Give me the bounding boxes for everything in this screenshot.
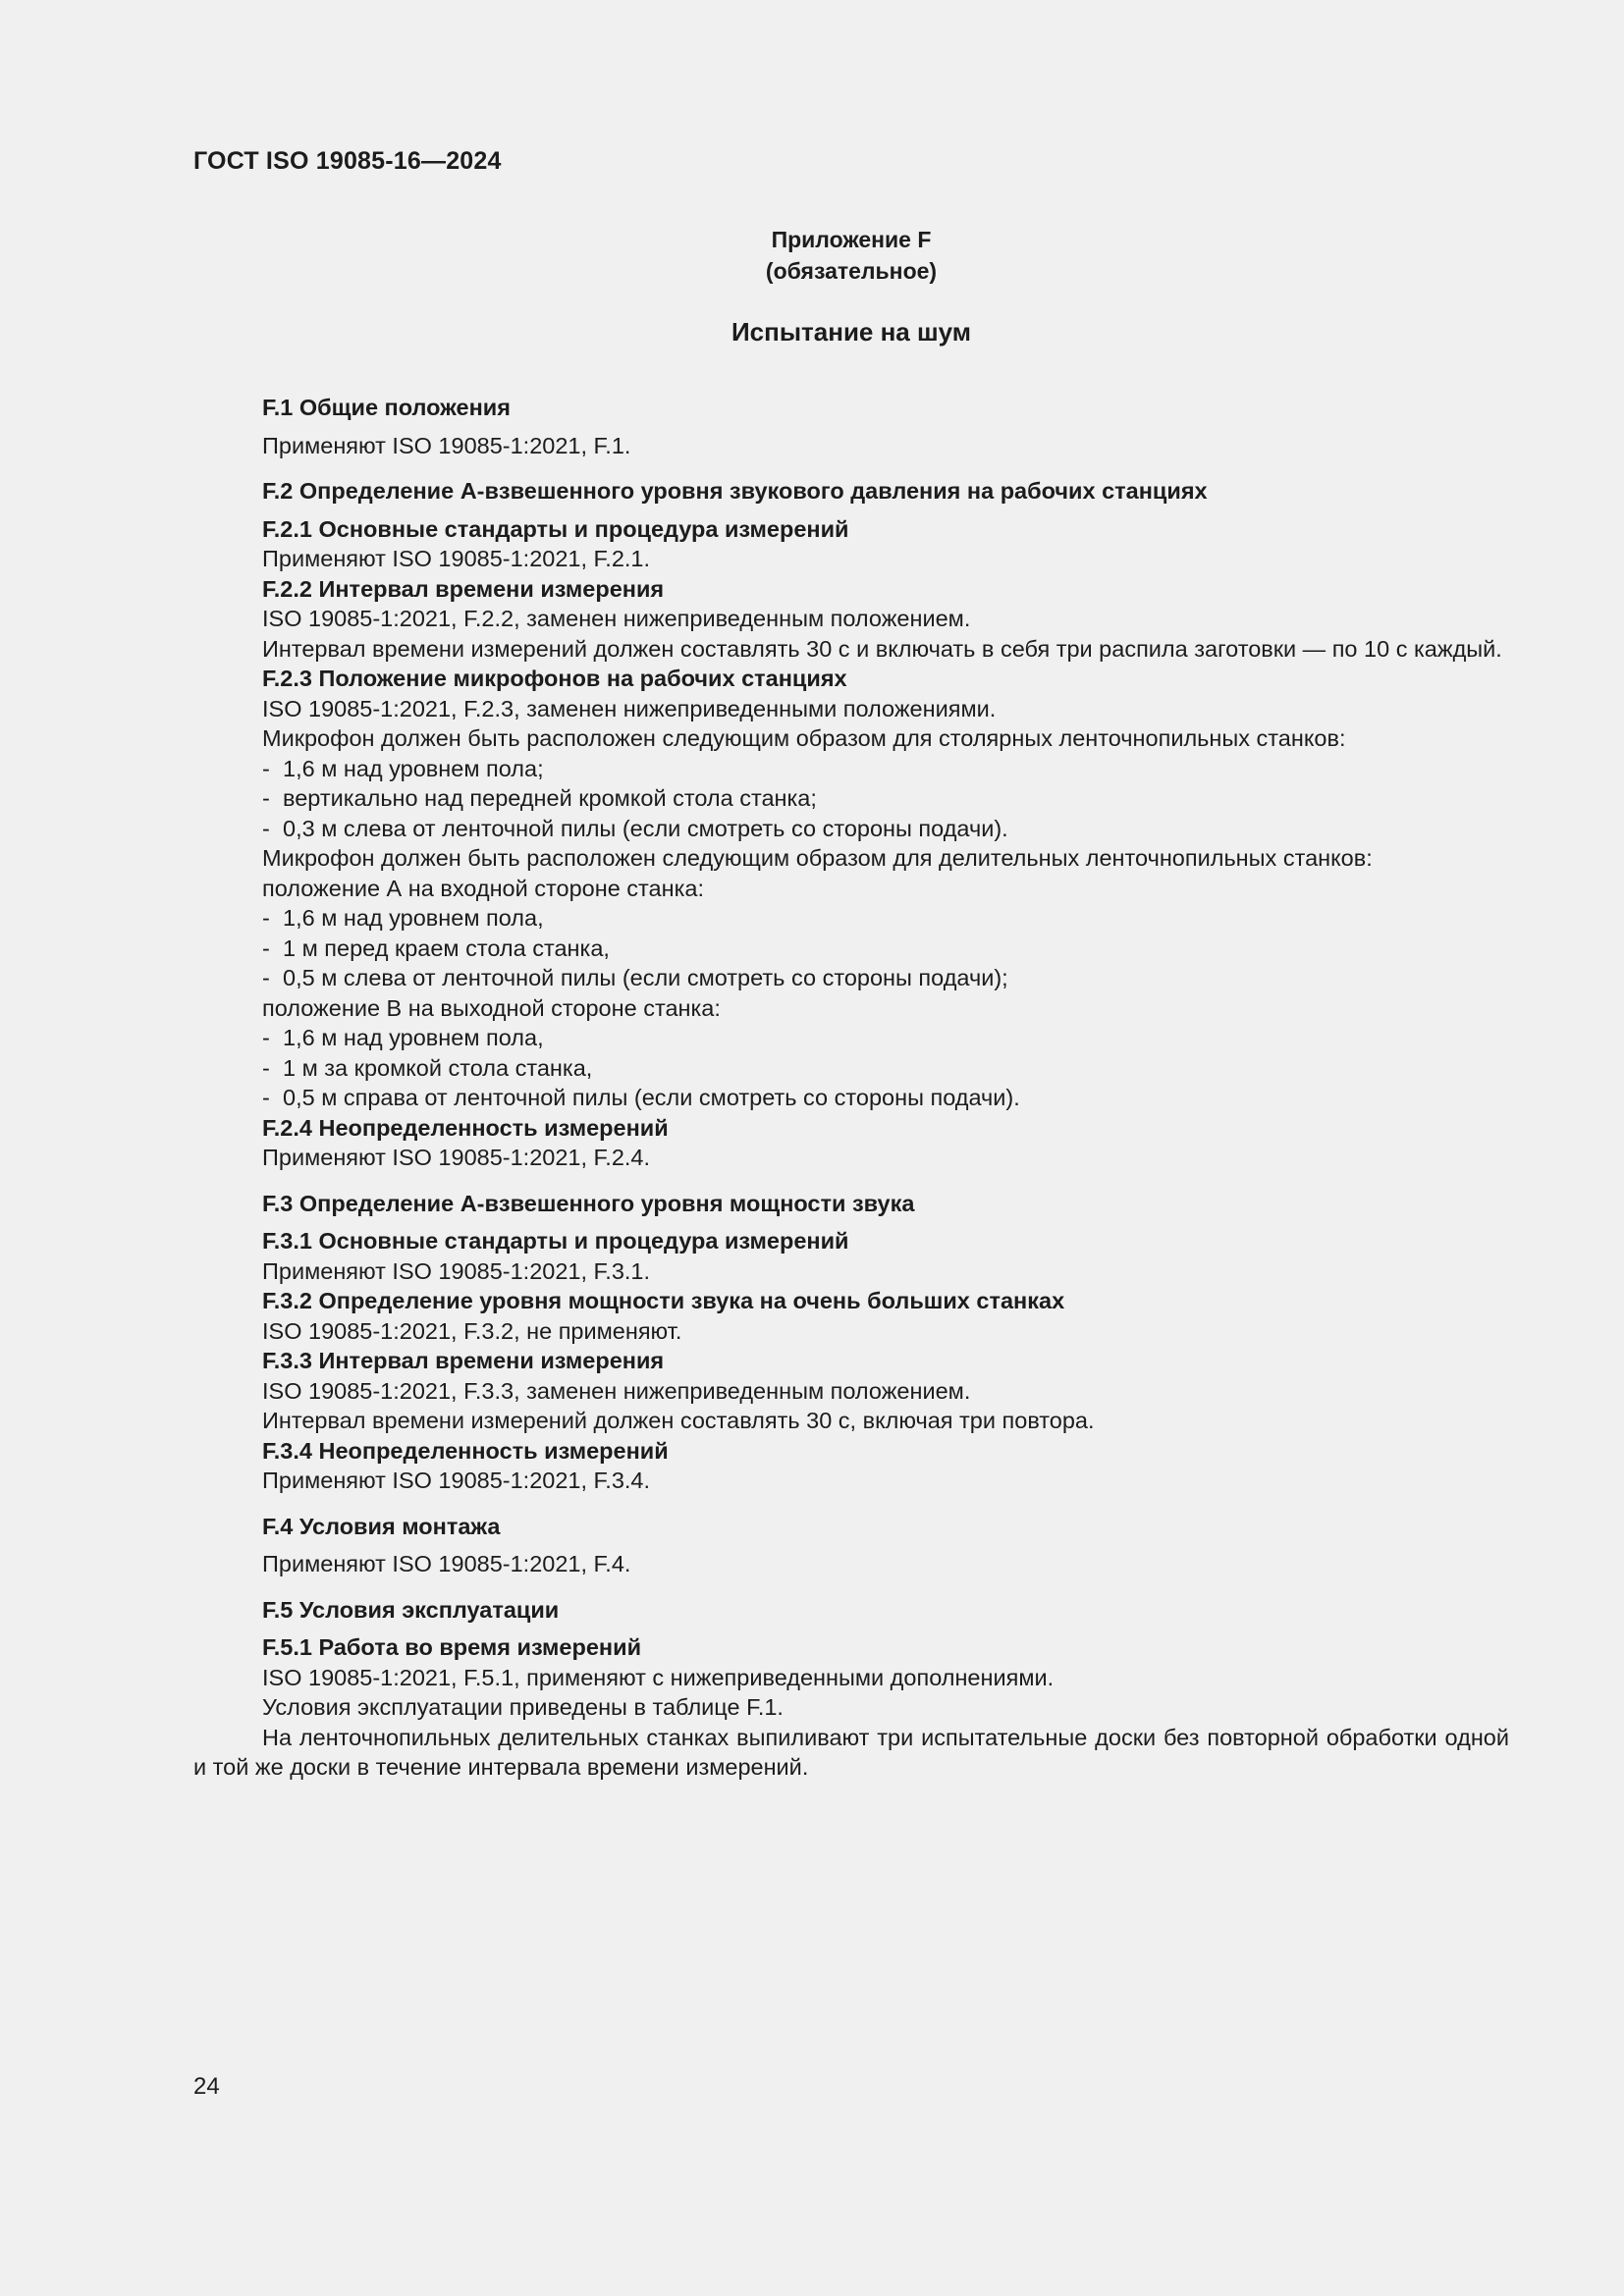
subsection-heading-f22: F.2.2 Интервал времени измерения — [262, 575, 665, 602]
list-item: - 1,6 м над уровнем пола; — [262, 755, 544, 781]
subsection-heading-f32: F.3.2 Определение уровня мощности звука на очень больших станках — [262, 1288, 1065, 1313]
section-heading-f2: F.2 Определение А-взвешенного уровня звукового давления на рабочих станциях — [262, 478, 1208, 504]
paragraph: ISO 19085-1:2021, F.2.3, заменен нижеприведенными положениями. — [262, 695, 997, 721]
list-item: - 1 м перед краем стола станка, — [262, 934, 610, 961]
paragraph: Применяют ISO 19085-1:2021, F.2.4. — [262, 1145, 651, 1170]
paragraph: Применяют ISO 19085-1:2021, F.3.1. — [262, 1257, 651, 1284]
section-heading-f3: F.3 Определение А-взвешенного уровня мощности звука — [262, 1190, 915, 1216]
list-item: - 1,6 м над уровнем пола, — [262, 905, 544, 931]
paragraph: Условия эксплуатации приведены в таблице F.1. — [262, 1694, 784, 1720]
paragraph: ISO 19085-1:2021, F.5.1, применяют с нижеприведенными дополнениями. — [262, 1664, 1055, 1690]
section-heading-f1: F.1 Общие положения — [262, 395, 511, 420]
subsection-heading-f51: F.5.1 Работа во время измерений — [262, 1634, 642, 1660]
section-heading-f4: F.4 Условия монтажа — [262, 1513, 501, 1539]
paragraph: Применяют ISO 19085-1:2021, F.2.1. — [262, 546, 651, 571]
paragraph: Интервал времени измерений должен составлять 30 с и включать в себя три распила заготовки — по 10 с каждый. — [262, 635, 1502, 662]
annex-name: Приложение F — [771, 227, 932, 252]
annex-status: (обязательное) — [765, 258, 938, 284]
annex-title: Испытание на шум — [731, 317, 972, 347]
paragraph: Микрофон должен быть расположен следующим образом для столярных ленточнопильных станков: — [262, 725, 1346, 751]
list-item: - 0,5 м слева от ленточной пилы (если смотреть со стороны подачи); — [262, 965, 1008, 990]
paragraph: ISO 19085-1:2021, F.2.2, заменен нижеприведенным положением. — [262, 606, 971, 631]
subsection-heading-f34: F.3.4 Неопределенность измерений — [262, 1437, 669, 1464]
page-number: 24 — [193, 2073, 220, 2100]
subsection-heading-f24: F.2.4 Неопределенность измерений — [262, 1114, 669, 1141]
section-heading-f5: F.5 Условия эксплуатации — [262, 1596, 560, 1623]
paragraph: ISO 19085-1:2021, F.3.3, заменен нижеприведенным положением. — [262, 1377, 971, 1404]
subsection-heading-f31: F.3.1 Основные стандарты и процедура измерений — [262, 1228, 849, 1254]
paragraph: положение А на входной стороне станка: — [262, 875, 704, 901]
paragraph: Интервал времени измерений должен составлять 30 с, включая три повтора. — [262, 1408, 1095, 1433]
list-item: - вертикально над передней кромкой стола станка; — [262, 785, 817, 811]
document-body — [193, 393, 1509, 1783]
paragraph: Микрофон должен быть расположен следующим образом для делительных ленточнопильных станков: — [262, 845, 1373, 871]
subsection-heading-f21: F.2.1 Основные стандарты и процедура измерений — [262, 515, 849, 542]
subsection-heading-f23: F.2.3 Положение микрофонов на рабочих станциях — [262, 666, 847, 691]
list-item: - 1 м за кромкой стола станка, — [262, 1054, 593, 1081]
page-header: ГОСТ ISO 19085-16—2024 — [193, 147, 502, 175]
annex-label — [193, 224, 1509, 287]
paragraph: Применяют ISO 19085-1:2021, F.4. — [262, 1551, 631, 1576]
list-item: - 0,5 м справа от ленточной пилы (если смотреть со стороны подачи). — [262, 1085, 1020, 1110]
paragraph: ISO 19085-1:2021, F.3.2, не применяют. — [262, 1317, 682, 1344]
paragraph: Применяют ISO 19085-1:2021, F.1. — [262, 432, 631, 458]
list-item: - 0,3 м слева от ленточной пилы (если смотреть со стороны подачи). — [262, 815, 1008, 841]
paragraph: На ленточнопильных делительных станках выпиливают три испытательные доски без повторной обработки одной и той же доски в течение интервала времени измерений. — [193, 1724, 1509, 1780]
subsection-heading-f33: F.3.3 Интервал времени измерения — [262, 1348, 665, 1373]
list-item: - 1,6 м над уровнем пола, — [262, 1025, 544, 1050]
paragraph: Применяют ISO 19085-1:2021, F.3.4. — [262, 1468, 651, 1493]
paragraph: положение В на выходной стороне станка: — [262, 994, 721, 1021]
